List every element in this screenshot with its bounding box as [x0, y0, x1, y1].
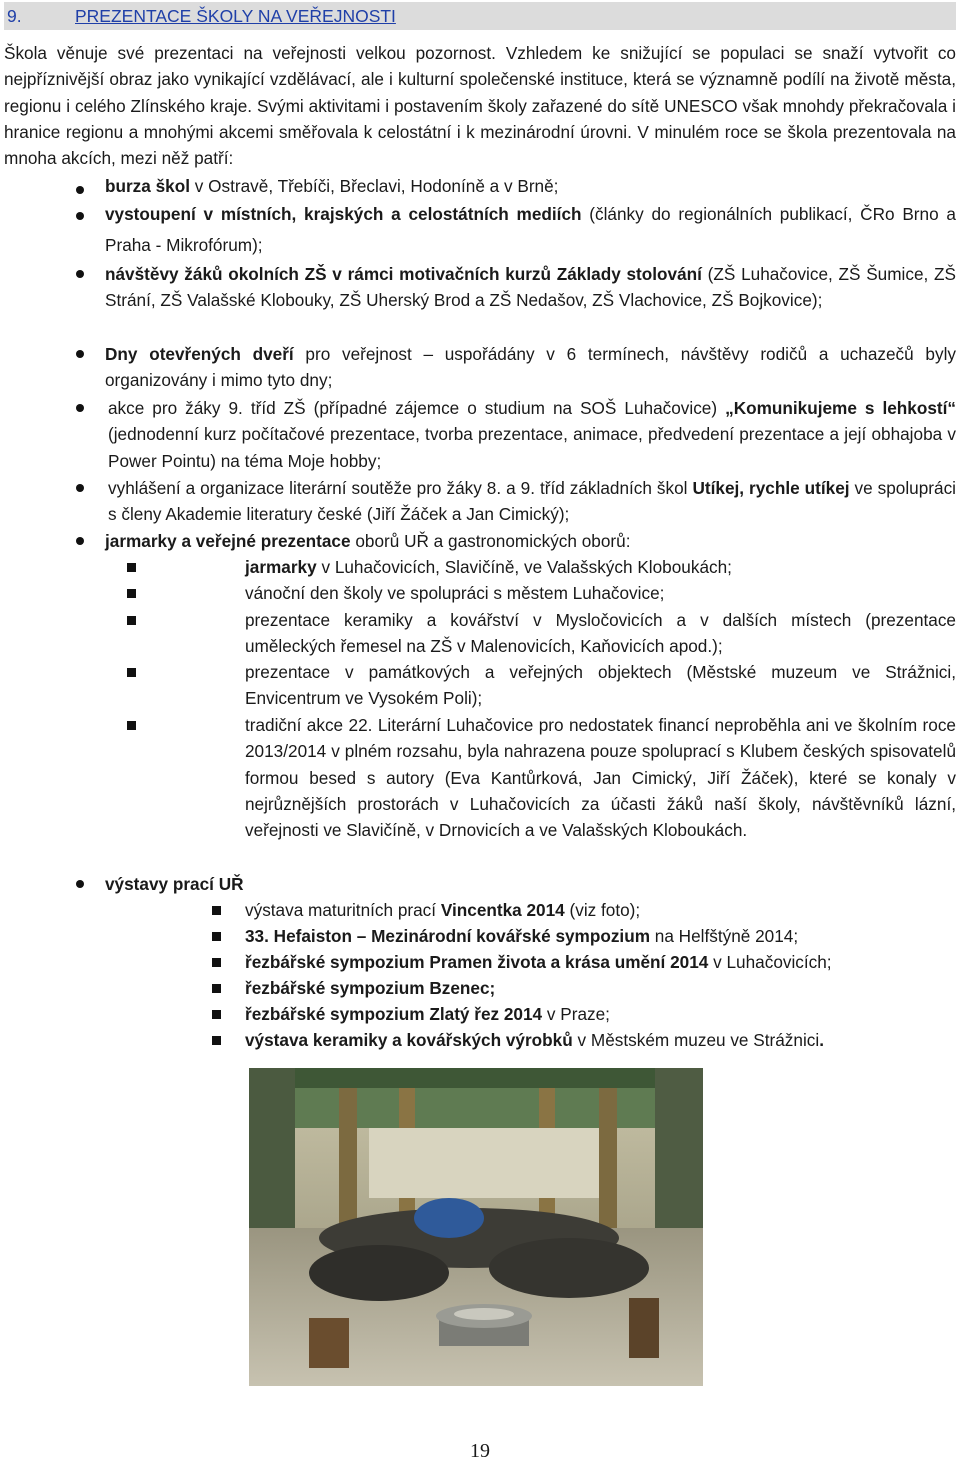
item-text: v Luhačovicích;: [708, 952, 832, 972]
list-item-akce: [108, 395, 956, 474]
section-number: 9.: [7, 6, 22, 26]
item-bold: jarmarky a veřejné prezentace: [105, 531, 351, 551]
item-text: výstava maturitních prací: [245, 900, 441, 920]
item-bold: návštěvy žáků okolních ZŠ v rámci motivačních kurzů Základy stolování: [105, 264, 702, 284]
item-text: v Luhačovicích, Slavičíně, ve Valašských Kloboukách;: [316, 557, 732, 577]
bullet-icon: [76, 537, 86, 547]
subitem-literarni-luhacovice: tradiční akce 22. Literární Luhačovice pro nedostatek financí neproběhla ani ve školním roce 2013/2014 v plném rozsahu, byla nahrazena pouze spoluprací s Klubem českých spisovatelů formou besed s autory (Eva Kantůrková, Jan Cimický, Jiří Žáček), které se konaly v nejrůznějších prostorách v Luhačovicích za účasti žáků naší školy, návštěvníků lázní, veřejnosti ve Slavičíně, v Drnovicích a ve Valašských Kloboukách.: [245, 715, 956, 841]
list-item-navstevy: [105, 261, 956, 314]
bullet-icon: [76, 270, 86, 280]
intro-paragraph: [4, 40, 956, 171]
bullet-icon: [76, 350, 86, 360]
square-bullet-icon: [127, 668, 136, 677]
bullet-icon: [76, 404, 86, 414]
subitem-keramika: prezentace keramiky a kovářství v Mysločovicích a v dalších místech (prezentace uměleckých řemesel na ZŠ v Malenovicích, Kaňovicích apod.);: [245, 610, 956, 657]
item-text: ve spolupráci s členy Akademie literatury české (Jiří Žáček a Jan Cimický);: [108, 478, 956, 525]
subitem-pramen-zivota: [245, 949, 956, 975]
square-bullet-icon: [212, 906, 221, 915]
bullet-icon: [76, 880, 86, 890]
square-bullet-icon: [212, 1036, 221, 1045]
item-text: vyhlášení a organizace literární soutěže pro žáky 8. a 9. tříd základních škol: [108, 478, 693, 498]
square-bullet-icon: [127, 721, 136, 730]
square-bullet-icon: [212, 984, 221, 993]
item-bold: řezbářské sympozium Pramen života a krása umění 2014: [245, 952, 709, 972]
list-item-vyhlaseni: [108, 475, 956, 528]
list-item-jarmarky: [105, 528, 956, 554]
square-bullet-icon: [127, 616, 136, 625]
subitem-bzenec: [245, 975, 956, 1001]
item-bold: jarmarky: [245, 557, 317, 577]
item-text: v Městském muzeu ve Strážnici: [572, 1030, 820, 1050]
item-text: (jednodenní kurz počítačové prezentace, tvorba prezentace, animace, předvedení prezentace a její obhajoba v Power Pointu) na téma Moje hobby;: [108, 424, 956, 471]
exhibition-photo: [249, 1068, 703, 1386]
square-bullet-icon: [127, 589, 136, 598]
subitem-zlaty-rez: [245, 1001, 956, 1027]
item-text: oborů UŘ a gastronomických oborů:: [350, 531, 631, 551]
subitem-hefaiston: [245, 923, 956, 949]
list-item-dny-otevrenych-dveri: [105, 341, 956, 394]
subitem-pamatkove-objekty: prezentace v památkových a veřejných objektech (Městské muzeum ve Strážnici, Envicentrum ve Vysokém Poli);: [245, 662, 956, 709]
bullet-icon: [76, 212, 86, 222]
subitem-vincentka: [245, 897, 956, 923]
item-text: v Ostravě, Třebíči, Břeclavi, Hodoníně a v Brně;: [190, 176, 559, 196]
square-bullet-icon: [212, 1010, 221, 1019]
exhibition-photo-illustration: [249, 1068, 703, 1386]
intro-text-a: Škola věnuje své prezentaci na veřejnosti velkou pozornost. Vzhledem ke snižující se populaci se snaží vytvořit co nejpříznivější obraz jako vynikající vzdělávací, ale i kulturní společenské instituce, která se významně podílí na životě města, regionu i celého Zlínského kraje.: [4, 43, 956, 116]
item-bold: vystoupení v místních, krajských a celostátních mediích: [105, 204, 582, 224]
item-bold: řezbářské sympozium Bzenec;: [245, 978, 496, 998]
item-text: v Praze;: [542, 1004, 610, 1024]
section-heading: [4, 2, 956, 30]
item-bold: .: [819, 1030, 824, 1050]
item-bold: 33. Hefaiston – Mezinárodní kovářské sympozium: [245, 926, 650, 946]
item-bold: výstavy prací UŘ: [105, 874, 244, 894]
square-bullet-icon: [212, 932, 221, 941]
item-text: pro veřejnost – uspořádány v 6 termínech, návštěvy rodičů a uchazečů byly organizovány i mimo tyto dny;: [105, 344, 956, 391]
item-bold: výstava keramiky a kovářských výrobků: [245, 1030, 573, 1050]
subitem-jarmarky: [245, 554, 956, 580]
item-bold: „Komunikujeme s lehkostí“: [725, 398, 956, 418]
square-bullet-icon: [212, 958, 221, 967]
item-text: (ZŠ Luhačovice, ZŠ Šumice, ZŠ Strání, ZŠ Valašské Klobouky, ZŠ Uherský Brod a ZŠ Nedašov, ZŠ Vlachovice, ZŠ Bojkovice);: [105, 264, 956, 311]
subitem-vanocni-den: vánoční den školy ve spolupráci s městem Luhačovice;: [245, 583, 665, 603]
section-title-link[interactable]: PREZENTACE ŠKOLY NA VEŘEJNOSTI: [75, 6, 396, 26]
list-item-burza: [105, 173, 956, 199]
item-bold: řezbářské sympozium Zlatý řez 2014: [245, 1004, 543, 1024]
item-bold: Dny otevřených dveří: [105, 344, 294, 364]
subitem-keramika-strasnice: [245, 1027, 956, 1053]
item-bold: Vincentka 2014: [440, 900, 565, 920]
bullet-icon: [76, 186, 86, 196]
bullet-icon: [76, 484, 86, 494]
item-text: akce pro žáky 9. tříd ZŠ (případné zájemce o studium na SOŠ Luhačovice): [108, 398, 726, 418]
item-text: (viz foto);: [564, 900, 641, 920]
item-bold: burza škol: [105, 176, 191, 196]
item-text: na Helfštýně 2014;: [650, 926, 799, 946]
list-item-vystoupeni: [105, 199, 956, 261]
intro-text-b: Svými aktivitami i postavením školy zařazené do sítě UNESCO však mnohdy překračovala i hranice regionu a mnohými akcemi směřovala k celostátní i k mezinárodní úrovni. V minulém roce se škola prezentovala na mnoha akcích, mezi něž patří:: [4, 95, 956, 169]
square-bullet-icon: [127, 563, 136, 572]
list-item-vystavy: [105, 871, 956, 897]
item-text: (články do regionálních publikací, ČRo Brno a Praha - Mikrofórum);: [105, 204, 956, 255]
page-number: 19: [470, 1440, 490, 1462]
item-bold: Utíkej, rychle utíkej: [692, 478, 850, 498]
